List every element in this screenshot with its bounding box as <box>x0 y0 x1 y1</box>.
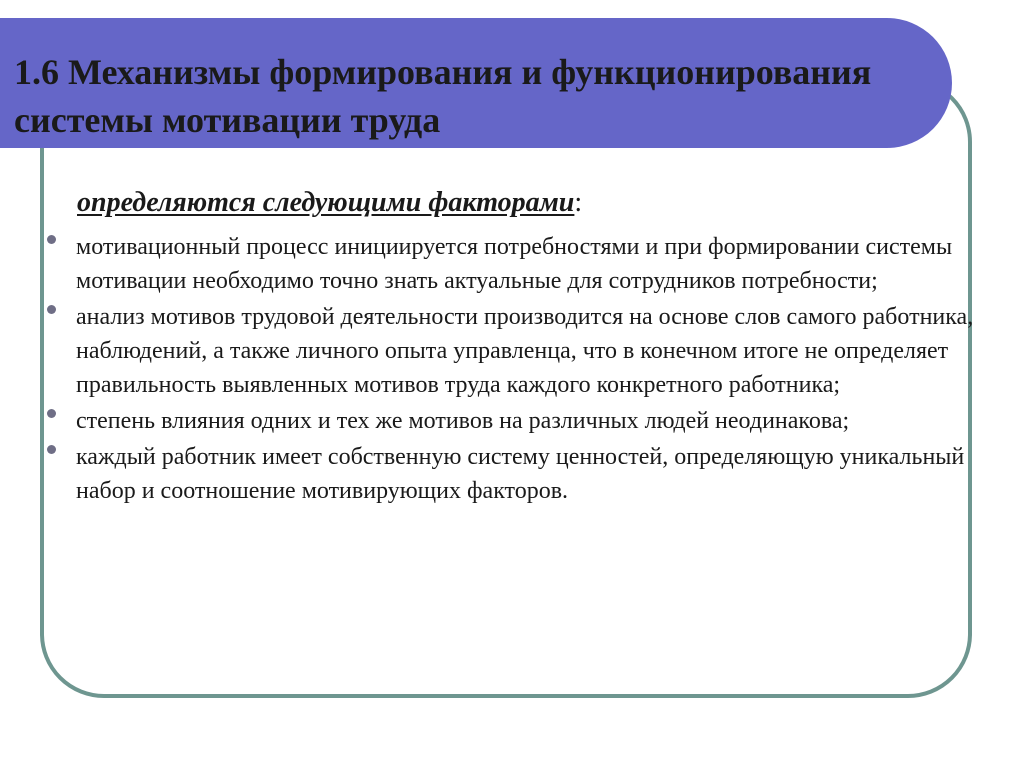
bullet-text: степень влияния одних и тех же мотивов на различных людей неодинакова; <box>76 408 850 434</box>
bullet-icon <box>47 445 56 454</box>
bullet-icon <box>47 305 56 314</box>
bullet-icon <box>47 235 56 244</box>
list-item <box>76 404 976 438</box>
subtitle-colon: : <box>574 187 583 218</box>
subtitle <box>77 186 582 220</box>
subtitle-text: определяются следующими факторами <box>77 187 575 218</box>
bullet-text: анализ мотивов трудовой деятельности производится на основе слов самого работника, наблюдений, а также личного опыта управленца, что в конечном итоге не определяет правильность выявленных мотивов труда каждого конкретного работника; <box>76 304 974 398</box>
title-bar <box>0 18 952 148</box>
slide-title: 1.6 Механизмы формирования и функционирования системы мотивации труда <box>14 52 872 140</box>
bullet-list <box>76 230 976 510</box>
bullet-icon <box>47 409 56 418</box>
bullet-text: мотивационный процесс инициируется потребностями и при формировании системы мотивации необходимо точно знать актуальные для сотрудников потребности; <box>76 234 953 294</box>
list-item <box>76 440 976 508</box>
bullet-text: каждый работник имеет собственную систему ценностей, определяющую уникальный набор и соотношение мотивирующих факторов. <box>76 444 965 504</box>
list-item <box>76 300 976 402</box>
list-item <box>76 230 976 298</box>
